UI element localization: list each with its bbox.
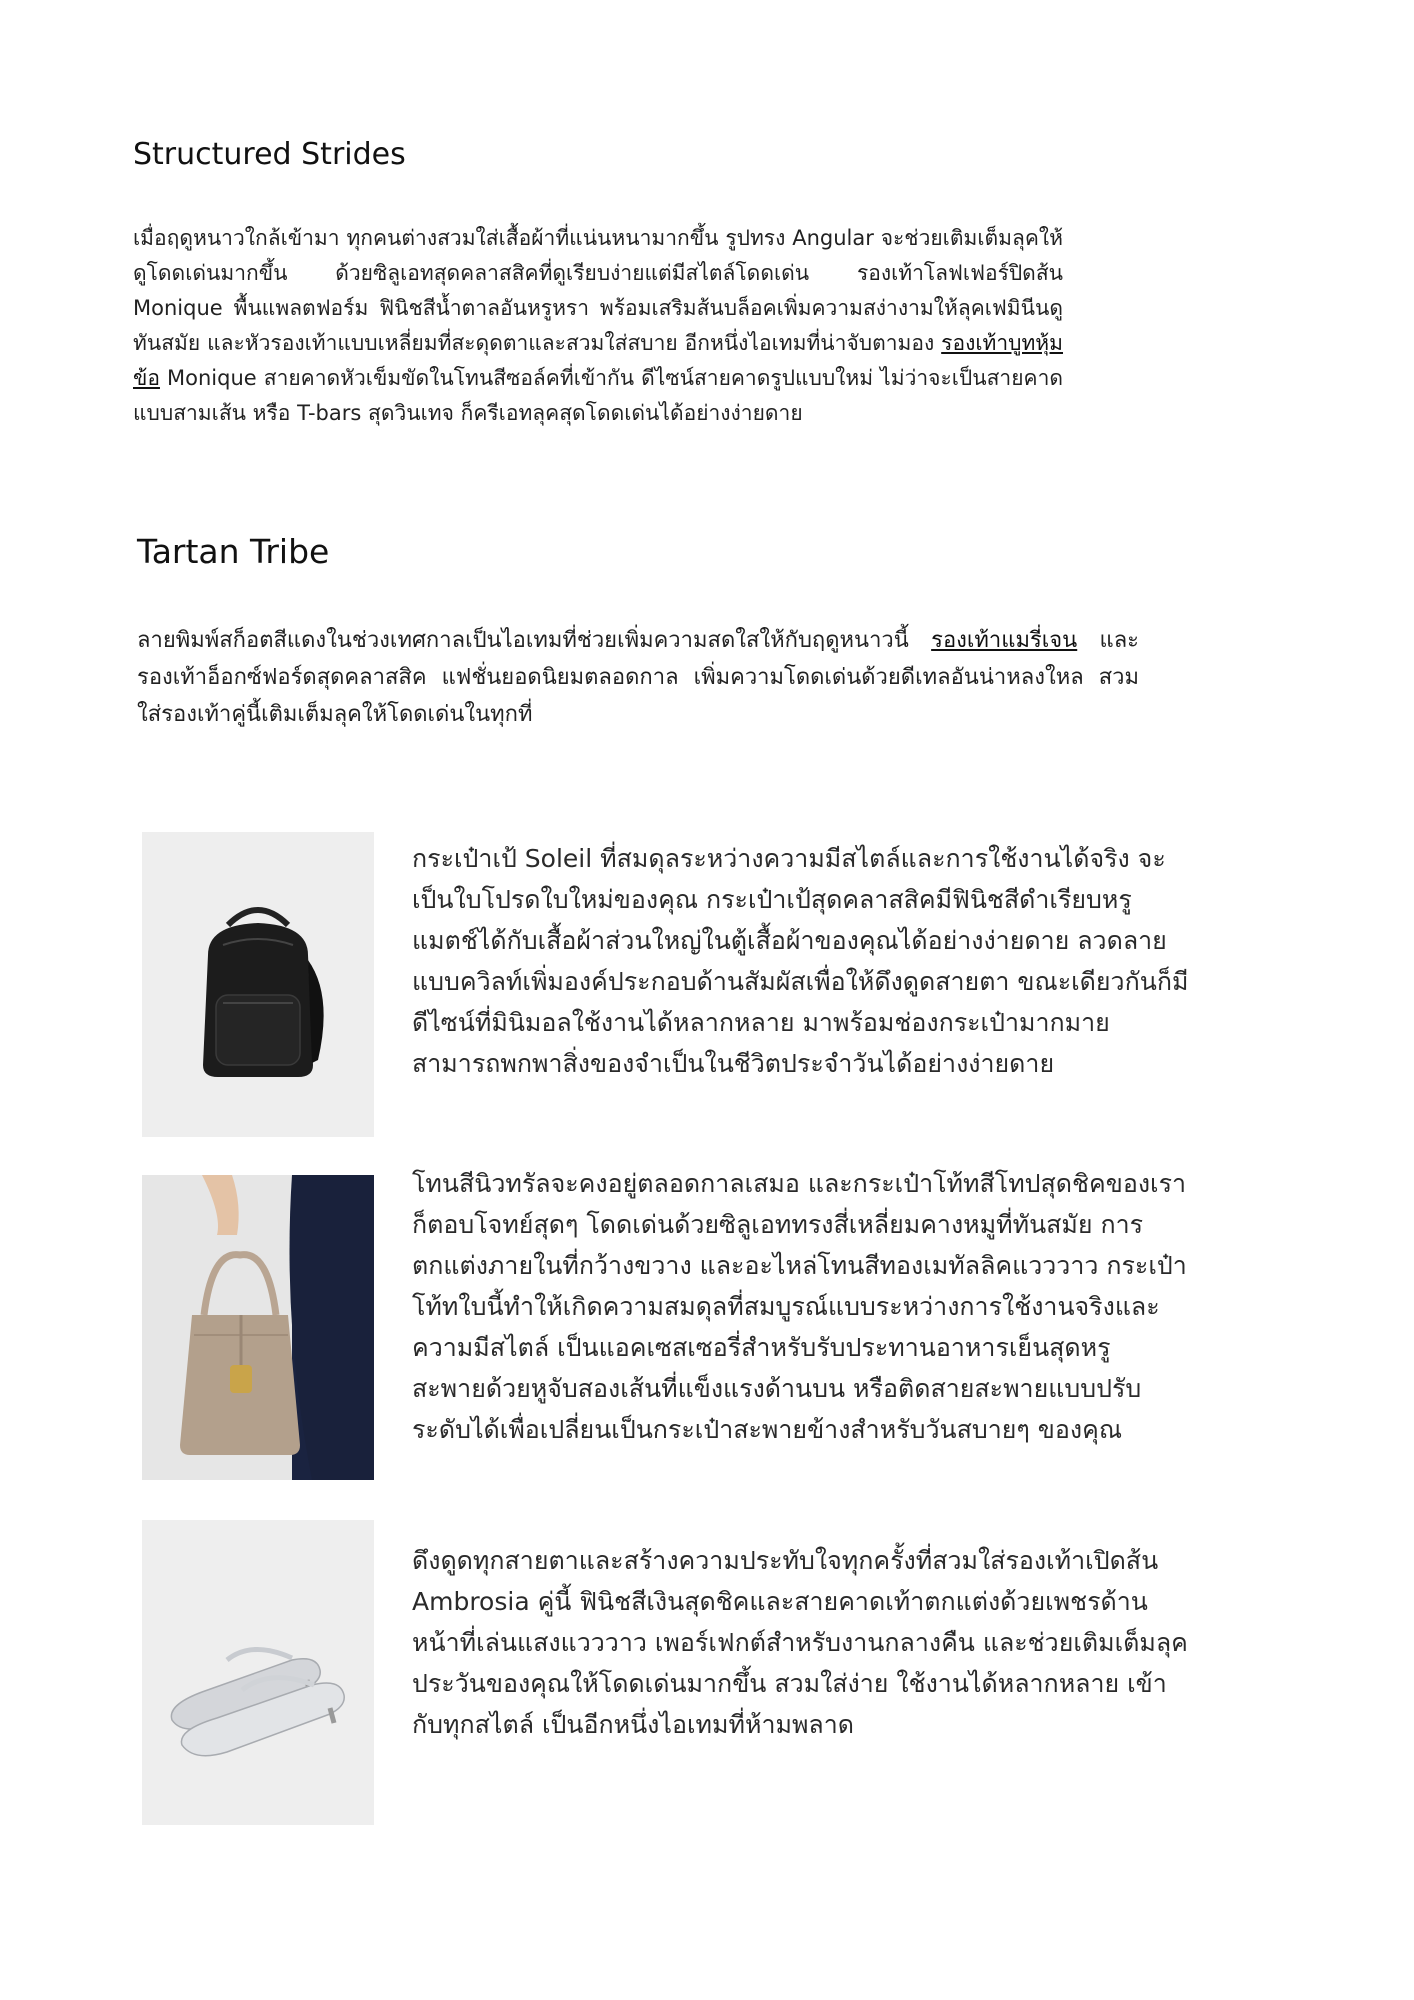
tote-bag-image [142,1175,374,1480]
paragraph-text: ลายพิมพ์สก็อตสีแดงในช่วงเทศกาลเป็นไอเทมที่ช่วยเพิ่มความสดใสให้กับฤดูหนาวนี้ [137,628,932,653]
section-title-tartan-tribe: Tartan Tribe [137,532,330,571]
ankle-boots-link[interactable]: รองเท้าบูทหุ้มข้อ [133,331,1063,390]
mary-jane-shoes-link[interactable]: รองเท้าแมรี่เจน [931,628,1078,653]
section-paragraph-tartan-tribe [137,622,1139,733]
silver-mules-image [142,1520,374,1825]
paragraph-text: เมื่อฤดูหนาวใกล้เข้ามา ทุกคนต่างสวมใส่เสื้อผ้าที่แน่นหนามากขึ้น รูปทรง Angular จะช่วยเติมเต็มลุคให้ดูโดดเด่นมากขึ้น ด้วยซิลูเอทสุดคลาสสิคที่ดูเรียบง่ายแต่มีสไตล์โดดเด่น รองเท้าโลฟเฟอร์ปิดส้น Monique พื้นแพลตฟอร์ม ฟินิชสีน้ำตาลอันหรูหรา พร้อมเสริมส้นบล็อคเพิ่มความสง่างามให้ลุคเฟมินีนดูทันสมัย และหัวรองเท้าแบบเหลี่ยมที่สะดุดตาและสวมใส่สบาย อีกหนึ่งไอเทมที่น่าจับตามอง [133,226,1063,355]
backpack-description: กระเป๋าเป้ Soleil ที่สมดุลระหว่างความมีสไตล์และการใช้งานได้จริง จะเป็นใบโปรดใบใหม่ของคุณ กระเป๋าเป้สุดคลาสสิคมีฟินิชสีดำเรียบหรูแมตช์ได้กับเสื้อผ้าส่วนใหญ่ในตู้เสื้อผ้าของคุณได้อย่างง่ายดาย ลวดลายแบบควิลท์เพิ่มองค์ประกอบด้านสัมผัสเพื่อให้ดึงดูดสายตา ขณะเดียวกันก็มีดีไซน์ที่มินิมอลใช้งานได้หลากหลาย มาพร้อมช่องกระเป๋ามากมาย สามารถพกพาสิ่งของจำเป็นในชีวิตประจำวันได้อย่างง่ายดาย [412,844,1189,1078]
section-title-structured-strides: Structured Strides [133,137,406,172]
tote-bag-description: โทนสีนิวทรัลจะคงอยู่ตลอดกาลเสมอ และกระเป๋าโท้ทสีโทปสุดชิคของเราก็ตอบโจทย์สุดๆ โดดเด่นด้วยซิลูเอททรงสี่เหลี่ยมคางหมูที่ทันสมัย การตกแต่งภายในที่กว้างขวาง และอะไหล่โทนสีทองเมทัลลิคแวววาว กระเป๋าโท้ทใบนี้ทำให้เกิดความสมดุลที่สมบูรณ์แบบระหว่างการใช้งานจริงและความมีสไตล์ เป็นแอคเซสเซอรี่สำหรับรับประทานอาหารเย็นสุดหรู สะพายด้วยหูจับสองเส้นที่แข็งแรงด้านบน หรือติดสายสะพายแบบปรับระดับได้เพื่อเปลี่ยนเป็นกระเป๋าสะพายข้างสำหรับวันสบายๆ ของคุณ [412,1169,1187,1444]
section-paragraph-structured-strides [133,221,1063,431]
paragraph-text: Monique สายคาดหัวเข็มขัดในโทนสีซอล์คที่เข้ากัน ดีไซน์สายคาดรูปแบบใหม่ ไม่ว่าจะเป็นสายคาดแบบสามเส้น หรือ T-bars สุดวินเทจ ก็ครีเอทลุคสุดโดดเด่นได้อย่างง่ายดาย [133,366,1063,425]
paragraph-text: และรองเท้าอ็อกซ์ฟอร์ดสุดคลาสสิค แฟชั่นยอดนิยมตลอดกาล เพิ่มความโดดเด่นด้วยดีเทลอันน่าหลงใหล สวมใส่รองเท้าคู่นี้เติมเต็มลุคให้โดดเด่นในทุกที่ [137,628,1139,727]
silver-mules-description: ดึงดูดทุกสายตาและสร้างความประทับใจทุกครั้งที่สวมใส่รองเท้าเปิดส้น Ambrosia คู่นี้ ฟินิชสีเงินสุดชิคและสายคาดเท้าตกแต่งด้วยเพชรด้านหน้าที่เล่นแสงแวววาว เพอร์เฟกต์สำหรับงานกลางคืน และช่วยเติมเต็มลุคประวันของคุณให้โดดเด่นมากขึ้น สวมใส่ง่าย ใช้งานได้หลากหลาย เข้ากับทุกสไตล์ เป็นอีกหนึ่งไอเทมที่ห้ามพลาด [412,1546,1188,1739]
backpack-image [142,832,374,1137]
